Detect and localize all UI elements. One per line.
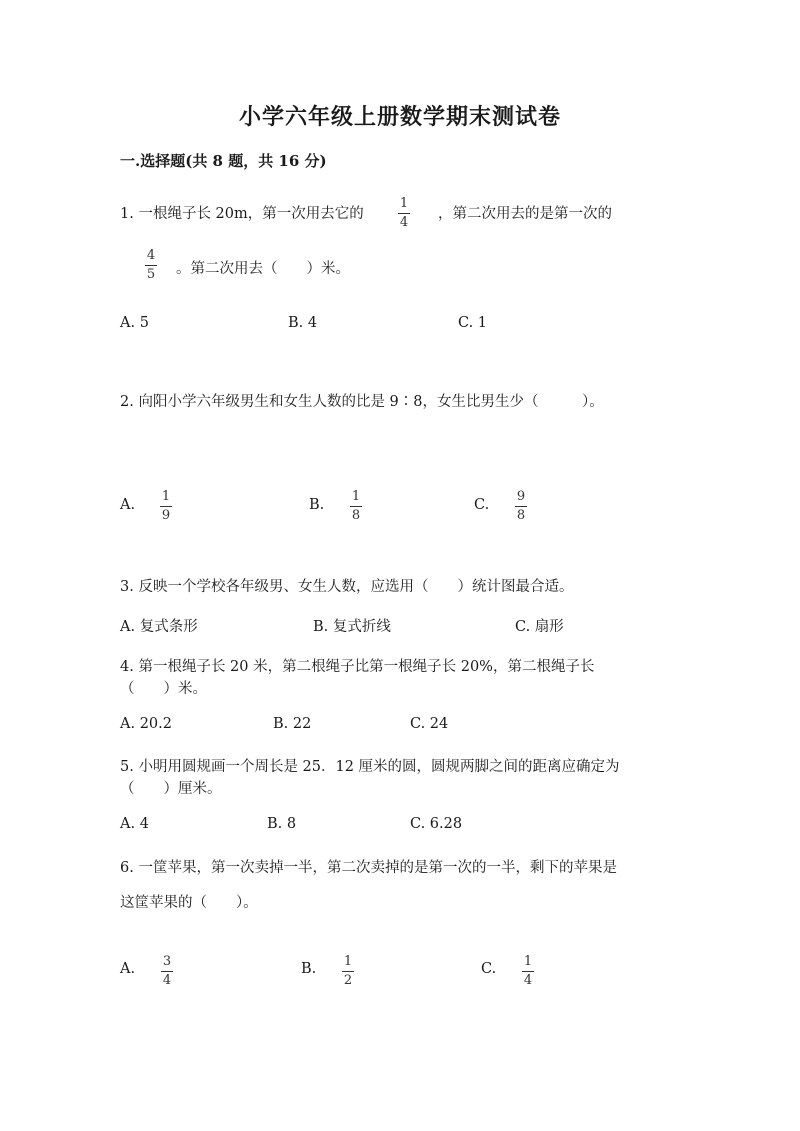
question-1-text-b: ，第二次用去的是第一次的: [438, 206, 612, 222]
option-b[interactable]: B. 22: [273, 716, 312, 732]
option-c-label[interactable]: C.: [481, 961, 497, 977]
option-c-label[interactable]: C.: [474, 497, 490, 513]
option-a-label[interactable]: A.: [120, 497, 136, 513]
question-5-text-line1: 5. 小明用圆规画一个周长是 25．12 厘米的圆，圆规两脚之间的距离应确定为: [120, 759, 620, 775]
denominator: 4: [523, 973, 533, 988]
denominator: 2: [343, 973, 353, 988]
question-2-text: 2. 向阳小学六年级男生和女生人数的比是 9∶8，女生比男生少（ ）。: [120, 394, 604, 410]
denominator: 8: [516, 508, 526, 523]
option-b-label[interactable]: B.: [301, 961, 317, 977]
option-c[interactable]: C. 1: [458, 315, 488, 331]
denominator: 9: [161, 508, 171, 523]
option-a[interactable]: A. 20.2: [120, 716, 172, 732]
option-b-label[interactable]: B.: [309, 497, 325, 513]
section-heading: 一.选择题(共 8 题，共 16 分): [120, 152, 327, 170]
option-a[interactable]: A. 4: [120, 816, 149, 832]
numerator: 1: [399, 196, 409, 211]
denominator: 8: [351, 508, 361, 523]
option-c[interactable]: C. 扇形: [515, 619, 564, 635]
option-c[interactable]: C. 24: [410, 716, 449, 732]
question-1-text-a: 1. 一根绳子长 20m，第一次用去它的: [120, 206, 364, 222]
fraction-four-fifths: [143, 249, 159, 282]
question-6-text-line1: 6. 一筐苹果，第一次卖掉一半，第二次卖掉的是第一次的一半，剩下的苹果是: [120, 860, 617, 876]
option-b[interactable]: B. 4: [288, 315, 318, 331]
option-b[interactable]: B. 8: [267, 816, 297, 832]
numerator: 1: [343, 954, 353, 969]
numerator: 1: [351, 489, 361, 504]
numerator: 3: [162, 954, 172, 969]
question-5-text-line2: （ ）厘米。: [120, 781, 222, 797]
fraction-one-half[interactable]: [340, 955, 356, 988]
fraction-bar: [161, 971, 173, 972]
fraction-three-quarters[interactable]: [159, 955, 175, 988]
fraction-bar: [342, 971, 354, 972]
fraction-bar: [522, 971, 534, 972]
numerator: 1: [523, 954, 533, 969]
fraction-bar: [515, 506, 527, 507]
denominator: 4: [162, 973, 172, 988]
option-a-label[interactable]: A.: [120, 961, 136, 977]
question-3-text: 3. 反映一个学校各年级男、女生人数，应选用（ ）统计图最合适。: [120, 579, 574, 595]
fraction-one-eighth[interactable]: [348, 490, 364, 523]
option-c[interactable]: C. 6.28: [410, 816, 463, 832]
question-4-text-line1: 4. 第一根绳子长 20 米，第二根绳子比第一根绳子长 20%，第二根绳子长: [120, 659, 595, 675]
numerator: 9: [516, 489, 526, 504]
denominator: 5: [146, 267, 156, 282]
fraction-one-quarter[interactable]: [520, 955, 536, 988]
page-title: 小学六年级上册数学期末测试卷: [238, 104, 561, 130]
question-6-text-line2: 这筐苹果的（ ）。: [120, 895, 258, 911]
numerator: 4: [146, 248, 156, 263]
numerator: 1: [161, 489, 171, 504]
fraction-nine-eighths[interactable]: [513, 490, 529, 523]
option-a[interactable]: A. 5: [120, 315, 149, 331]
question-4-text-line2: （ ）米。: [120, 681, 207, 697]
fraction-one-ninth[interactable]: [158, 490, 174, 523]
fraction-bar: [160, 506, 172, 507]
option-b[interactable]: B. 复式折线: [313, 619, 391, 635]
denominator: 4: [399, 215, 409, 230]
option-a[interactable]: A. 复式条形: [120, 619, 198, 635]
fraction-bar: [398, 213, 410, 214]
fraction-bar: [350, 506, 362, 507]
fraction-one-quarter: [396, 197, 412, 230]
fraction-bar: [145, 265, 157, 266]
question-1-text-c: 。第二次用去（ ）米。: [176, 261, 350, 277]
